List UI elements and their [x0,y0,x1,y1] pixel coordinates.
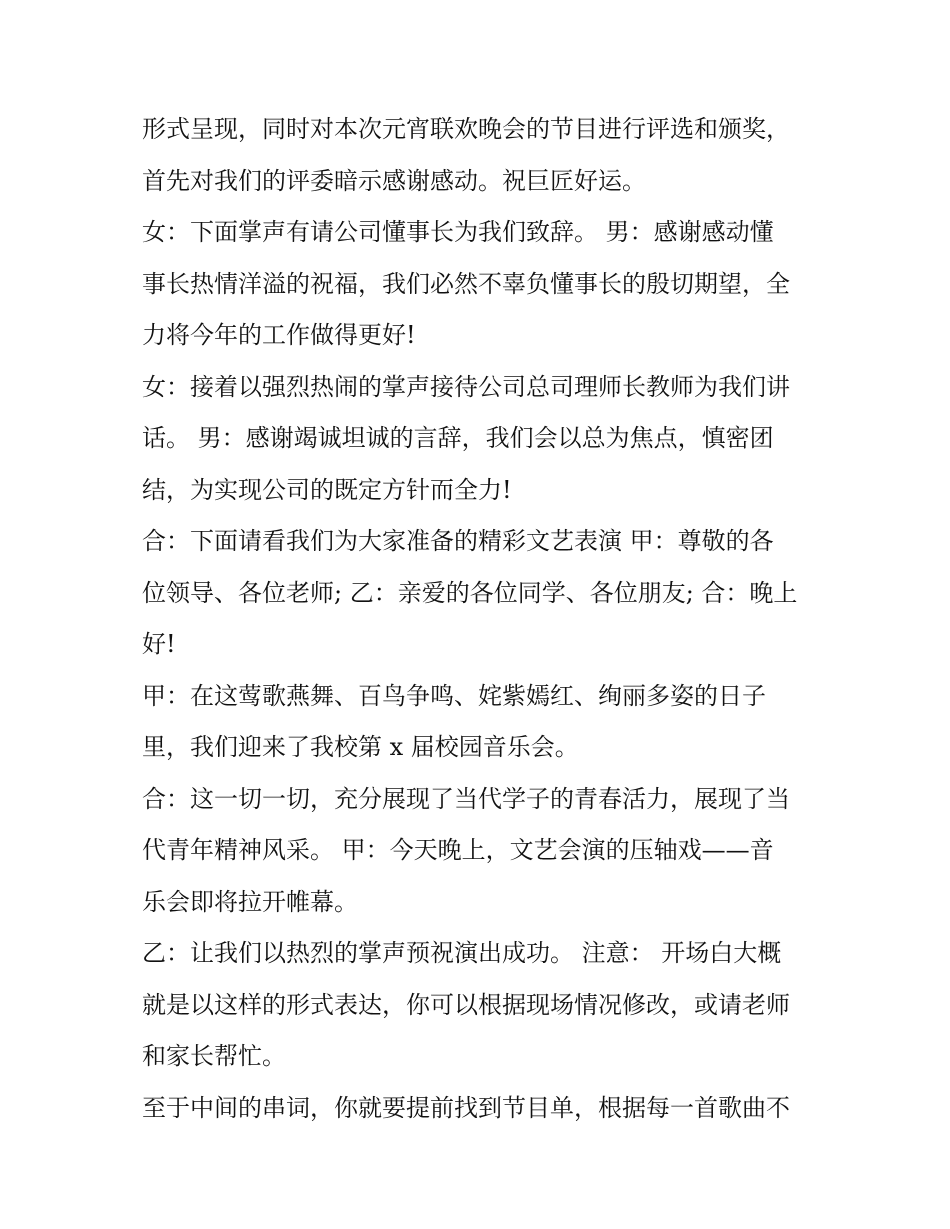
text-line: 位领导、各位老师; 乙：亲爱的各位同学、各位朋友; 合：晚上 [142,578,798,607]
text-line: 和家长帮忙。 [142,1042,286,1070]
text-line: 女：接着以强烈热闹的掌声接待公司总司理师长教师为我们讲 [142,372,790,401]
text-line: 合：这一切一切，充分展现了当代学子的青春活力，展现了当 [142,784,790,813]
text-line: 里，我们迎来了我校第 x 届校园音乐会。 [142,733,579,761]
text-line: 结，为实现公司的既定方针而全力! [142,475,512,504]
text-line: 力将今年的工作做得更好! [142,321,416,349]
text-line: 至于中间的串词，你就要提前找到节目单，根据每一首歌曲不 [142,1093,790,1122]
text-line: 乐会即将拉开帷幕。 [142,887,358,916]
text-line: 合：下面请看我们为大家准备的精彩文艺表演 甲：尊敬的各 [142,527,774,555]
document-body [142,104,822,1134]
text-line: 好! [142,630,176,658]
text-line: 事长热情洋溢的祝福，我们必然不辜负懂事长的殷切期望，全 [142,269,790,298]
text-line: 话。 男：感谢竭诚坦诚的言辞，我们会以总为焦点，慎密团 [142,424,774,452]
text-line: 乙：让我们以热烈的掌声预祝演出成功。 注意： 开场白大概 [142,939,782,967]
text-line: 代青年精神风采。 甲：今天晚上，文艺会演的压轴戏——音 [142,836,774,864]
text-line: 首先对我们的评委暗示感谢感动。祝巨匠好运。 [142,166,646,195]
text-line: 女：下面掌声有请公司懂事长为我们致辞。 男：感谢感动懂 [142,218,774,246]
text-line: 就是以这样的形式表达，你可以根据现场情况修改，或请老师 [142,990,790,1019]
text-line: 形式呈现，同时对本次元宵联欢晚会的节目进行评选和颁奖， [142,115,790,143]
text-line: 甲：在这莺歌燕舞、百鸟争鸣、姹紫嫣红、绚丽多姿的日子 [142,681,766,710]
